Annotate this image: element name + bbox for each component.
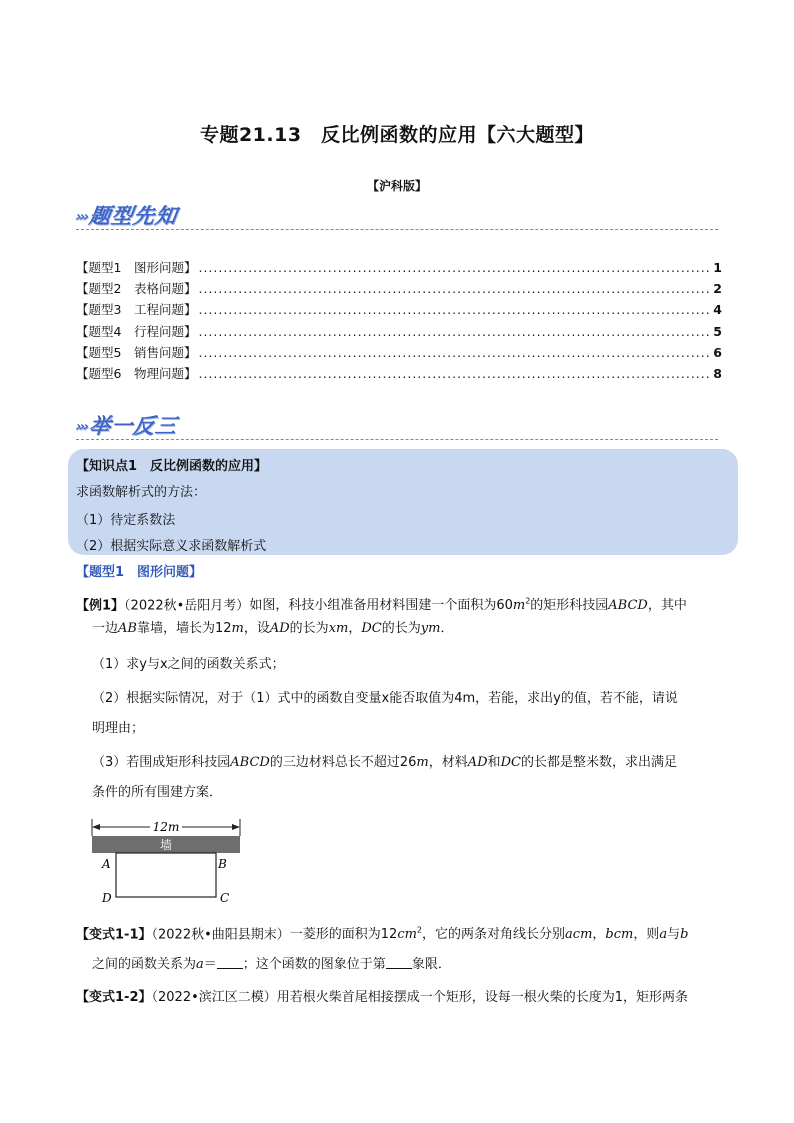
arrows-icon: ›››: [74, 209, 89, 225]
page-title: 专题21.13 反比例函数的应用【六大题型】: [199, 124, 595, 146]
question-3-cont: 条件的所有围建方案．: [92, 785, 223, 800]
banner-text: 举一反三: [87, 414, 179, 438]
arrows-icon: ›››: [74, 419, 89, 435]
width-label: 12m: [152, 820, 180, 834]
edition-label: 【沪科版】: [366, 179, 427, 193]
section-title: 【题型1 图形问题】: [76, 565, 203, 580]
toc-leader: [198, 324, 711, 339]
toc-page: 1: [713, 260, 722, 275]
point-c: C: [220, 891, 230, 905]
toc-label: 【题型2 表格问题】: [76, 281, 197, 297]
toc-item[interactable]: [76, 258, 722, 279]
banner-examples: [74, 410, 180, 440]
toc-leader: [198, 345, 711, 360]
example-source: （2022秋•岳阳月考）: [124, 598, 250, 614]
toc-page: 2: [713, 281, 722, 297]
toc-item[interactable]: [76, 343, 722, 364]
divider: [76, 229, 718, 230]
answer-blank[interactable]: [386, 957, 412, 969]
toc-leader: [198, 366, 711, 381]
garden-rect: [116, 853, 216, 897]
point-a: A: [102, 857, 111, 871]
example-tag: 【例1】: [76, 598, 125, 614]
example-line: 一边AB靠墙，墙长为12m，设AD的长为xm，DC的长为ym．: [92, 621, 454, 636]
toc-item[interactable]: [76, 322, 722, 343]
knowledge-text: 求函数解析式的方法：: [76, 485, 207, 500]
wall-label: 墙: [159, 838, 173, 852]
toc-page: 8: [713, 365, 722, 381]
variant-line: [76, 917, 726, 948]
variant-source: （2022秋•曲阳县期末）: [151, 927, 290, 943]
point-b: B: [218, 857, 227, 871]
toc-page: 6: [713, 344, 722, 360]
toc-leader: [198, 260, 711, 275]
garden-figure: [86, 816, 256, 908]
toc-label: 【题型3 工程问题】: [76, 302, 197, 318]
variant-line: [76, 984, 726, 1011]
answer-blank[interactable]: [217, 957, 243, 969]
toc-label: 【题型5 销售问题】: [76, 344, 197, 360]
variant-source: （2022•滨江区二模）: [151, 990, 277, 1005]
point-d: D: [102, 891, 112, 905]
question-2: （2）根据实际情况，对于（1）式中的函数自变量x能否取值为4m，若能，求出y的值，若不能，请说: [92, 691, 678, 706]
variant-text: 一菱形的面积为$12cm^2$，它的两条对角线长分别acm，bcm，则a与b: [289, 926, 689, 943]
toc-page: 5: [713, 323, 722, 339]
variant-tag: 【变式1-2】: [76, 990, 152, 1005]
variant-line: 之间的函数关系为a＝ ；这个函数的图象位于第 象限．: [92, 957, 451, 972]
question-1: （1）求y与x之间的函数关系式；: [92, 657, 285, 672]
knowledge-text: （2）根据实际意义求函数解析式: [76, 539, 267, 554]
toc-label: 【题型6 物理问题】: [76, 365, 197, 381]
banner-type-preview: [74, 200, 180, 230]
toc-leader: [198, 302, 711, 317]
variant-tag: 【变式1-1】: [76, 927, 152, 943]
toc-item[interactable]: [76, 279, 722, 300]
knowledge-text: （1）待定系数法: [76, 513, 176, 528]
toc-leader: [198, 281, 711, 296]
table-of-contents: [76, 258, 722, 385]
toc-item[interactable]: [76, 364, 722, 385]
banner-text: 题型先知: [87, 204, 179, 228]
divider: [76, 439, 718, 440]
arrow-right-icon: [232, 824, 240, 830]
question-2-cont: 明理由；: [92, 721, 145, 736]
question-3: （3）若围成矩形科技园ABCD的三边材料总长不超过26m，材料AD和DC的长都是整米数，求出满足: [92, 755, 677, 770]
toc-label: 【题型1 图形问题】: [76, 260, 197, 275]
toc-label: 【题型4 行程问题】: [76, 323, 197, 339]
arrow-left-icon: [92, 824, 100, 830]
variant-text: 用若根火柴首尾相接摆成一个矩形，设每一根火柴的长度为1，矩形两条: [276, 990, 689, 1005]
example-text: 如图，科技小组准备用材料围建一个面积为$60m^2$的矩形科技园ABCD，其中: [249, 597, 687, 614]
toc-item[interactable]: [76, 300, 722, 321]
knowledge-heading: 【知识点1 反比例函数的应用】: [76, 459, 268, 474]
toc-page: 4: [713, 302, 722, 318]
